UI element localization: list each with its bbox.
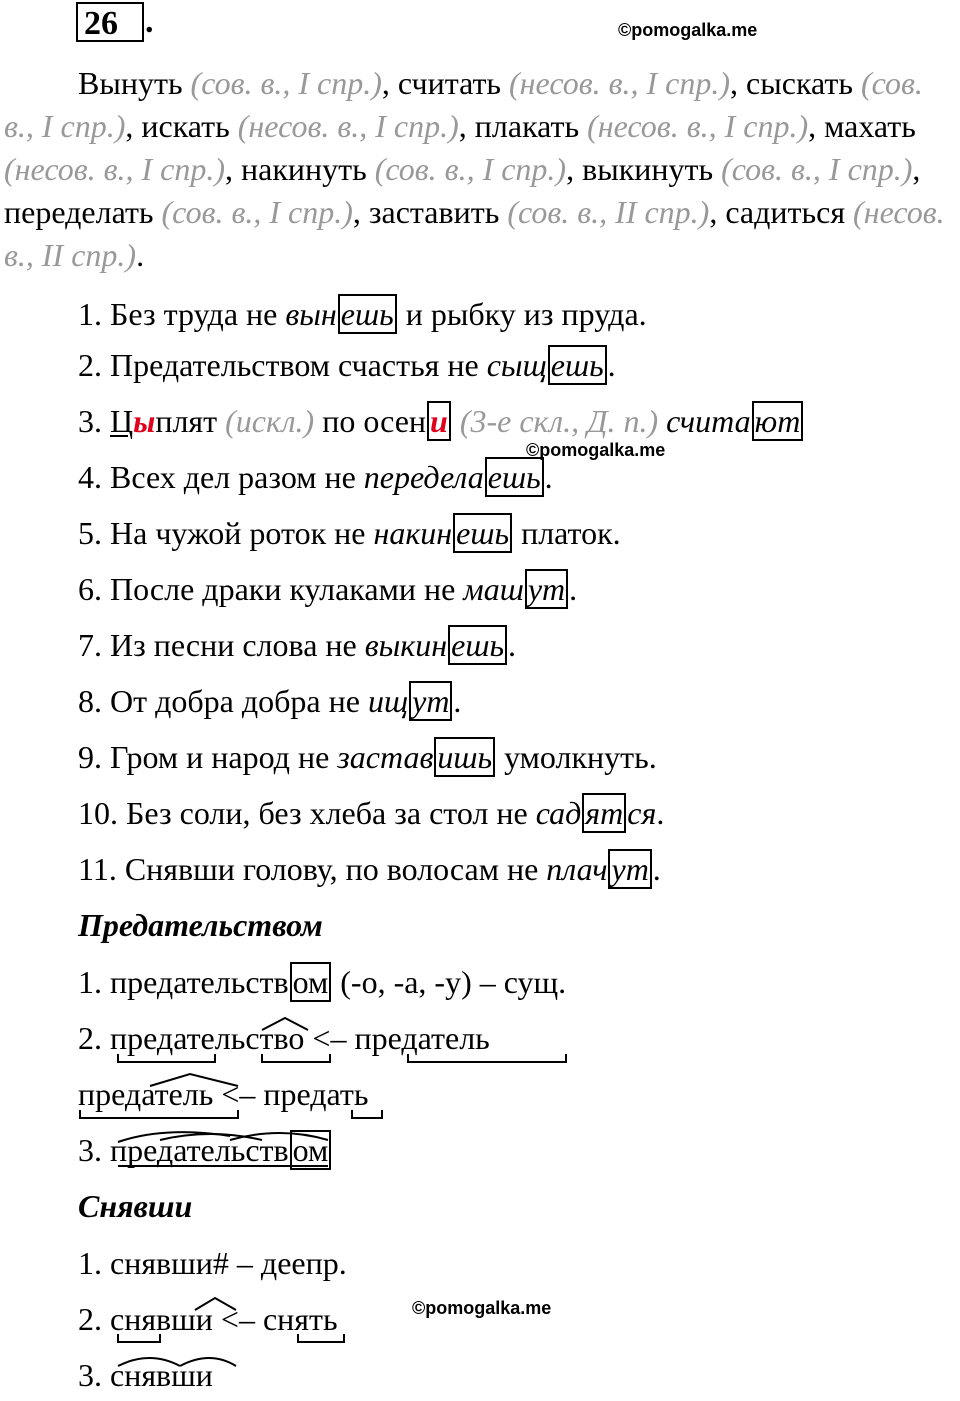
analysis1-line-4 (78, 1130, 332, 1170)
text-segment: 3. (78, 403, 110, 439)
text-segment: . (569, 571, 578, 607)
grammar-note: (3-е скл., Д. п.) (451, 403, 659, 439)
intro-paragraph (4, 62, 956, 277)
sentence-7 (78, 625, 516, 665)
text-segment: 1. Без труда не (78, 296, 286, 332)
text-segment: плят (155, 403, 226, 439)
text-segment: . (453, 683, 462, 719)
italic-word: плач (546, 851, 608, 887)
watermark-bottom: ©pomogalka.me (412, 1298, 552, 1318)
text-segment: предательств (110, 1132, 289, 1168)
grammar-note: (несов. в., I спр.) (501, 65, 731, 101)
text-segment: , искать (125, 108, 230, 144)
ending-box: ут (409, 681, 452, 721)
ending-box: ешь (485, 457, 544, 497)
ending-box: ют (752, 401, 804, 441)
text-segment: <– (304, 1020, 355, 1056)
text-segment: , накинуть (225, 151, 367, 187)
text-segment: , переделать (4, 151, 921, 230)
grammar-note: (несов. в., I спр.) (229, 108, 459, 144)
sentence-10 (78, 793, 664, 833)
text-segment: <– (212, 1301, 263, 1337)
sentence-6 (78, 569, 577, 609)
text-segment: Вынуть (78, 65, 183, 101)
analysis1-line-1 (78, 962, 566, 1002)
text-segment: платок. (513, 515, 621, 551)
text-segment: предатель (354, 1020, 490, 1056)
sentence-4 (78, 457, 553, 497)
analysis2-line-1 (78, 1243, 347, 1283)
italic-word: маш (463, 571, 524, 607)
analysis1-line-3 (78, 1074, 369, 1114)
sentence-8 (78, 681, 461, 721)
ending-box: ом (290, 962, 332, 1002)
sentence-11 (78, 849, 661, 889)
text-segment: . (544, 459, 553, 495)
ending-box: ут (608, 849, 651, 889)
ending-box: ишь (434, 737, 495, 777)
text-segment: 1. предательств (78, 964, 289, 1000)
sentence-5 (78, 513, 621, 553)
text-segment: , выкинуть (566, 151, 714, 187)
ending-box: ут (525, 569, 568, 609)
italic-word: ищ (367, 683, 409, 719)
grammar-note: (сов. в., II спр.) (499, 194, 710, 230)
grammar-note: (несов. в., II спр.) (4, 194, 945, 273)
italic-word: накин (373, 515, 453, 551)
ending-box: ешь (448, 625, 507, 665)
heading-predatelstvom: Предательством (78, 907, 323, 943)
exercise-number: 26 (76, 2, 144, 42)
italic-word: застав (337, 739, 434, 775)
watermark-top: ©pomogalka.me (618, 20, 758, 40)
text-segment: , садиться (709, 194, 846, 230)
text-segment: . (136, 237, 145, 273)
grammar-note: (искл.) (225, 403, 315, 439)
text-segment: заставить (360, 194, 500, 230)
analysis2-line-3 (78, 1355, 213, 1395)
underlined-letter: Ц (110, 403, 134, 439)
text-segment: предательство (110, 1020, 305, 1056)
grammar-note: (сов. в., I спр.) (713, 151, 913, 187)
text-segment: по осен (314, 403, 427, 439)
italic-word: ся (627, 795, 657, 831)
text-segment: 3. (78, 1132, 110, 1168)
sentence-1 (78, 294, 647, 334)
text-segment: , (730, 65, 739, 101)
inserted-letter: ы (133, 403, 156, 439)
text-segment: 5. На чужой роток не (78, 515, 374, 551)
watermark-middle: ©pomogalka.me (526, 440, 666, 460)
text-segment: 3. (78, 1357, 110, 1393)
ending-box: ешь (453, 513, 512, 553)
text-segment: . (656, 795, 665, 831)
text-segment: 2. (78, 1020, 110, 1056)
inserted-letter-box: и (427, 401, 451, 441)
text-segment: , (352, 194, 361, 230)
ending-box: ом (290, 1130, 332, 1170)
ending-box: ешь (338, 294, 397, 334)
italic-word: вын (285, 296, 337, 332)
text-segment: 1. снявши# – деепр. (78, 1245, 347, 1281)
italic-word: сад (535, 795, 582, 831)
text-segment: , махать (808, 108, 916, 144)
ending-box: ешь (548, 345, 607, 385)
text-segment: 6. После драки кулаками не (78, 571, 464, 607)
text-segment: 2. (78, 1301, 110, 1337)
text-segment: . (508, 627, 517, 663)
grammar-note: (сов. в., I спр.) (366, 151, 567, 187)
grammar-note: (несов. в., I спр.) (4, 151, 226, 187)
grammar-note: (несов. в., I спр.) (579, 108, 809, 144)
text-segment: снять (262, 1301, 338, 1337)
text-segment: , считать (381, 65, 502, 101)
italic-word: сыщ (486, 347, 547, 383)
text-segment: (-о, -а, -у) – сущ. (332, 964, 567, 1000)
sentence-9 (78, 737, 657, 777)
text-segment: 2. Предательством счастья не (78, 347, 487, 383)
text-segment: снявши (110, 1357, 213, 1393)
text-segment: 9. Гром и народ не (78, 739, 338, 775)
text-segment: 10. Без соли, без хлеба за стол не (78, 795, 536, 831)
text-segment: . (652, 851, 661, 887)
heading-snyavshi: Снявши (78, 1188, 193, 1224)
text-segment: и рыбку из пруда. (397, 296, 647, 332)
exercise-number-dot: . (145, 3, 154, 40)
text-segment: 11. Снявши голову, по волосам не (78, 851, 547, 887)
text-segment: предать (263, 1076, 369, 1112)
analysis2-line-2 (78, 1299, 338, 1339)
grammar-note: (сов. в., I спр.) (182, 65, 382, 101)
italic-word: передела (363, 459, 484, 495)
text-segment: умолкнуть. (496, 739, 657, 775)
text-segment: снявши (110, 1301, 213, 1337)
text-segment: 8. От добра добра не (78, 683, 368, 719)
text-segment: 4. Всех дел разом не (78, 459, 364, 495)
text-segment: <– (213, 1076, 264, 1112)
sentence-3 (78, 401, 804, 441)
analysis1-line-2 (78, 1018, 490, 1058)
text-segment: , плакать (458, 108, 580, 144)
text-segment: . (607, 347, 616, 383)
grammar-note: (сов. в., I спр.) (4, 65, 923, 144)
italic-word: счита (658, 403, 751, 439)
text-segment: 7. Из песни слова не (78, 627, 365, 663)
text-segment: сыскать (738, 65, 853, 101)
sentence-2 (78, 345, 616, 385)
ending-box: ят (582, 793, 626, 833)
text-segment: предатель (78, 1076, 214, 1112)
italic-word: выкин (364, 627, 448, 663)
grammar-note: (сов. в., I спр.) (153, 194, 353, 230)
